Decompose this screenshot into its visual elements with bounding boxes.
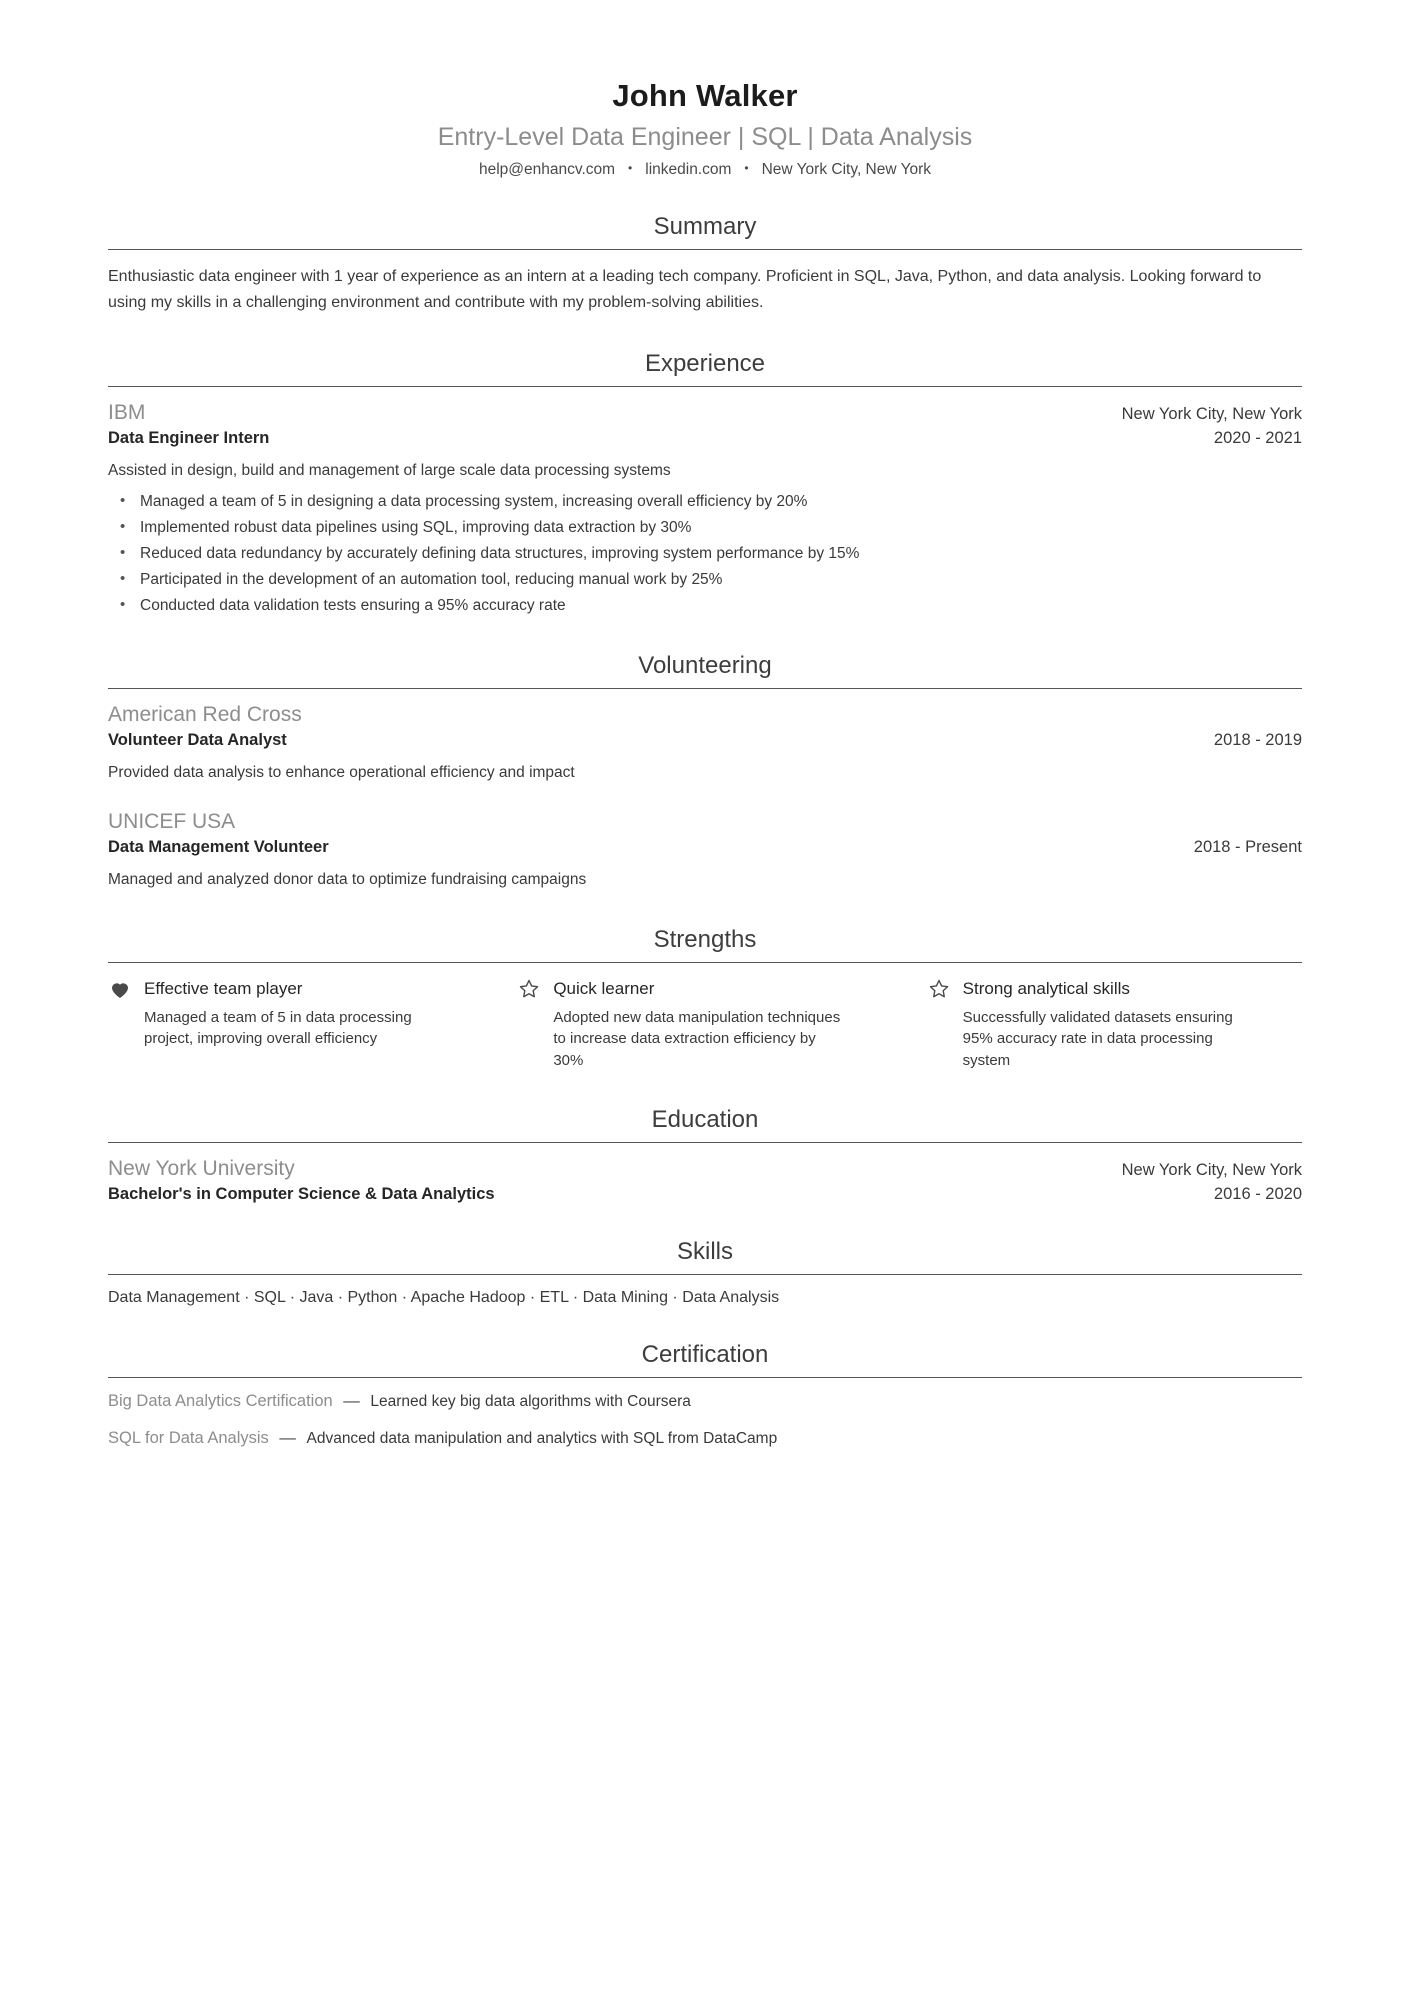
volunteering-role: Data Management Volunteer [108,838,329,857]
section-strengths [108,926,1302,1072]
strength-item [517,977,892,1072]
strength-item [927,977,1302,1072]
section-education [108,1106,1302,1204]
section-title-experience: Experience [644,349,766,377]
strength-title: Effective team player [144,978,303,998]
strength-description: Successfully validated datasets ensuring 95% accuracy rate in data processing system [962,1008,1233,1070]
volunteering-dates: 2018 - 2019 [1213,731,1302,750]
volunteering-entry [108,810,1302,891]
contact-row [108,161,1302,179]
certification-description: Advanced data manipulation and analytics with SQL from DataCamp [306,1429,778,1447]
star-icon [927,977,951,1001]
candidate-name: John Walker [612,78,798,113]
section-experience [108,350,1302,618]
list-item: • Participated in the development of an automation tool, reducing manual work by 25% [108,568,1302,592]
experience-role: Data Engineer Intern [108,428,270,447]
section-volunteering [108,652,1302,892]
experience-location: New York City, New York [1121,404,1302,423]
experience-organization: IBM [108,400,146,424]
certification-dash: — [343,1391,360,1410]
education-dates: 2016 - 2020 [1213,1184,1302,1203]
section-certification [108,1341,1302,1448]
volunteering-entry [108,703,1302,784]
strengths-grid [108,977,1302,1072]
section-title-education: Education [651,1105,759,1133]
contact-location: New York City, New York [761,161,932,178]
strength-title: Strong analytical skills [962,978,1130,998]
volunteering-organization: UNICEF USA [108,810,236,834]
volunteering-dates: 2018 - Present [1193,838,1302,857]
certification-name: Big Data Analytics Certification [108,1391,333,1410]
star-icon [517,977,541,1001]
contact-email[interactable]: help@enhancv.com [478,161,616,178]
candidate-headline: Entry-Level Data Engineer | SQL | Data Analysis [437,123,973,151]
certification-name: SQL for Data Analysis [108,1428,269,1447]
list-item: • Implemented robust data pipelines using SQL, improving data extraction by 30% [108,516,1302,540]
contact-linkedin[interactable]: linkedin.com [645,161,732,178]
volunteering-description: Managed and analyzed donor data to optimize fundraising campaigns [108,871,587,889]
education-degree: Bachelor's in Computer Science & Data Analytics [108,1184,495,1203]
contact-separator-icon: • [744,161,749,175]
summary-text: Enthusiastic data engineer with 1 year of experience as an intern at a leading tech company. Proficient in SQL, Java, Python, and data analysis. Looking forward to using my skills in a challenging environment and contribute with my problem-solving abilities. [108,268,1262,311]
contact-separator-icon: • [628,161,633,175]
experience-dates: 2020 - 2021 [1213,428,1302,447]
strength-description: Managed a team of 5 in data processing project, improving overall efficiency [144,1008,412,1048]
strength-title: Quick learner [553,978,655,998]
heart-icon [108,977,132,1001]
list-item: • Reduced data redundancy by accurately defining data structures, improving system performance by 15% [108,542,1302,566]
education-entry [108,1157,1302,1204]
section-title-summary: Summary [653,213,757,240]
certification-description: Learned key big data algorithms with Coursera [370,1392,691,1410]
strength-item [108,977,483,1072]
experience-entry [108,401,1302,618]
volunteering-organization: American Red Cross [108,703,302,727]
certification-item [108,1429,1302,1448]
section-summary [108,213,1302,316]
resume-header [108,78,1302,179]
section-title-certification: Certification [641,1340,769,1368]
certification-item [108,1392,1302,1411]
experience-description: Assisted in design, build and management of large scale data processing systems [108,461,671,479]
strength-description: Adopted new data manipulation techniques to increase data extraction efficiency by 30% [553,1008,841,1070]
section-title-skills: Skills [676,1237,733,1265]
certification-dash: — [279,1428,296,1447]
volunteering-role: Volunteer Data Analyst [108,731,287,750]
list-item: • Managed a team of 5 in designing a data processing system, increasing overall efficiency by 20% [108,490,1302,514]
volunteering-description: Provided data analysis to enhance operational efficiency and impact [108,764,575,782]
education-institution: New York University [108,1156,295,1180]
skills-list: Data Management · SQL · Java · Python · Apache Hadoop · ETL · Data Mining · Data Analysis [108,1288,780,1306]
education-location: New York City, New York [1121,1160,1302,1179]
list-item: • Conducted data validation tests ensuring a 95% accuracy rate [108,594,1302,618]
section-title-volunteering: Volunteering [638,652,772,680]
section-title-strengths: Strengths [653,925,757,953]
experience-bullet-list [108,490,1302,618]
section-skills [108,1238,1302,1307]
